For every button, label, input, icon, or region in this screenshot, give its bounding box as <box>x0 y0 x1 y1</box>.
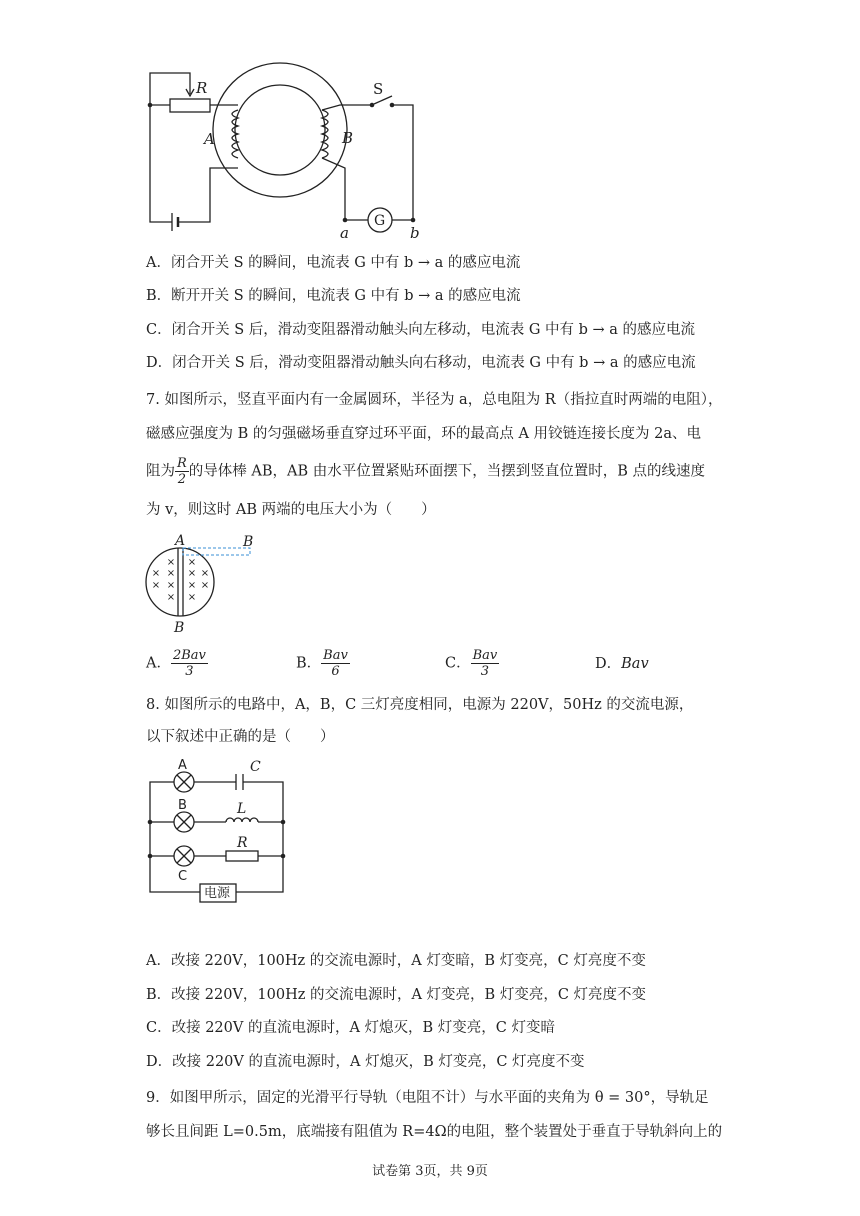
q7-option-d-text: Bav <box>621 656 649 672</box>
q7-option-c-label: C． <box>445 655 471 672</box>
q7-cross: × <box>187 568 197 579</box>
q7-label-b-bottom: B <box>174 620 185 636</box>
q7-cross: × <box>151 568 161 579</box>
q7-cross: × <box>200 580 210 591</box>
q7-line-3 <box>146 456 705 487</box>
q8-label-inductor: L <box>237 801 247 817</box>
q7-line-1: 7. 如图所示，竖直平面内有一金属圆环，半径为 a，总电阻为 R（指拉直时两端的电阻）， <box>146 392 723 408</box>
q6-option-c: C．闭合开关 S 后，滑动变阻器滑动触头向左移动，电流表 G 中有 b → a 的感应电流 <box>146 322 696 338</box>
q8-label-capacitor: C <box>250 759 261 775</box>
q7-option-d-label: D． <box>595 656 622 672</box>
q7-line-4: 为 v，则这时 AB 两端的电压大小为（ ） <box>146 502 436 518</box>
q7-cross: × <box>166 592 176 603</box>
q7-cross: × <box>187 592 197 603</box>
q8-line-2: 以下叙述中正确的是（ ） <box>146 729 335 745</box>
q7-option-c <box>445 648 499 679</box>
q7-option-a <box>146 648 208 679</box>
q6-label-G: G <box>374 213 386 229</box>
q7-option-b <box>296 648 350 679</box>
q6-label-a: a <box>340 224 349 240</box>
q7-cross: × <box>200 568 210 579</box>
q8-circuit-figure <box>140 752 300 912</box>
q8-label-lamp-c: C <box>178 869 188 884</box>
q7-option-c-num: Bav <box>472 648 498 663</box>
q6-label-R: R <box>196 79 208 97</box>
q6-option-d: D．闭合开关 S 后，滑动变阻器滑动触头向右移动，电流表 G 中有 b → a 的感应电流 <box>146 355 696 371</box>
q6-option-b: B．断开开关 S 的瞬间，电流表 G 中有 b → a 的感应电流 <box>146 288 521 304</box>
q8-line-1: 8. 如图所示的电路中，A，B，C 三灯亮度相同，电源为 220V，50Hz 的交流电源， <box>146 697 694 713</box>
q7-label-a: A <box>175 533 186 549</box>
q6-option-a: A．闭合开关 S 的瞬间，电流表 G 中有 b → a 的感应电流 <box>146 255 521 271</box>
q7-option-b-num: Bav <box>323 648 348 663</box>
q7-cross: × <box>166 568 176 579</box>
q7-line-2: 磁感应强度为 B 的匀强磁场垂直穿过环平面，环的最高点 A 用铰链连接长度为 2a、电 <box>146 426 702 442</box>
page-footer: 试卷第 3页，共 9页 <box>372 1164 488 1179</box>
q7-line-3-post: 的导体棒 AB，AB 由水平位置紧贴环面摆下，当摆到竖直位置时，B 点的线速度 <box>188 463 706 480</box>
q8-option-d: D．改接 220V 的直流电源时，A 灯熄灭，B 灯变亮，C 灯亮度不变 <box>146 1054 585 1070</box>
q7-line-3-pre: 阻为 <box>146 463 175 480</box>
q7-cross: × <box>187 557 197 568</box>
q8-option-a: A．改接 220V，100Hz 的交流电源时，A 灯变暗，B 灯变亮，C 灯亮度不变 <box>146 953 646 969</box>
q9-line-1: 9．如图甲所示，固定的光滑平行导轨（电阻不计）与水平面的夹角为 θ = 30°，导轨足 <box>146 1090 709 1106</box>
q7-option-a-num: 2Bav <box>172 648 206 663</box>
q7-option-c-den: 3 <box>480 664 490 679</box>
q7-frac-den: 2 <box>177 472 187 487</box>
q8-option-c: C．改接 220V 的直流电源时，A 灯熄灭，B 灯变亮，C 灯变暗 <box>146 1020 556 1036</box>
q7-label-b-top: B <box>243 534 254 550</box>
q6-label-S: S <box>373 80 384 98</box>
q7-option-a-label: A． <box>146 655 171 672</box>
q6-label-b: b <box>410 224 420 240</box>
q8-label-lamp-b: B <box>178 798 187 813</box>
q6-label-A: A <box>204 130 215 148</box>
q7-cross: × <box>166 557 176 568</box>
q7-option-b-label: B． <box>296 655 322 672</box>
q7-ring-figure <box>140 532 270 636</box>
q7-option-a-den: 3 <box>185 664 194 679</box>
q7-frac-num: R <box>177 456 187 471</box>
q9-line-2: 够长且间距 L=0.5m，底端接有阻值为 R=4Ω的电阻，整个装置处于垂直于导轨斜向上的 <box>146 1124 723 1140</box>
q8-option-b: B．改接 220V，100Hz 的交流电源时，A 灯变亮，B 灯变亮，C 灯亮度不变 <box>146 987 647 1003</box>
q7-cross: × <box>166 580 176 591</box>
q8-source-label: 电源 <box>204 886 231 901</box>
q8-label-resistor: R <box>237 835 248 851</box>
q6-label-B: B <box>342 129 354 147</box>
q8-label-lamp-a: A <box>178 758 187 773</box>
q7-cross: × <box>187 580 197 591</box>
q7-fraction-r-over-2 <box>175 456 189 487</box>
q7-option-b-den: 6 <box>331 664 340 679</box>
q7-cross: × <box>151 580 161 591</box>
q6-circuit-figure <box>140 60 430 240</box>
q7-option-d <box>595 654 649 674</box>
